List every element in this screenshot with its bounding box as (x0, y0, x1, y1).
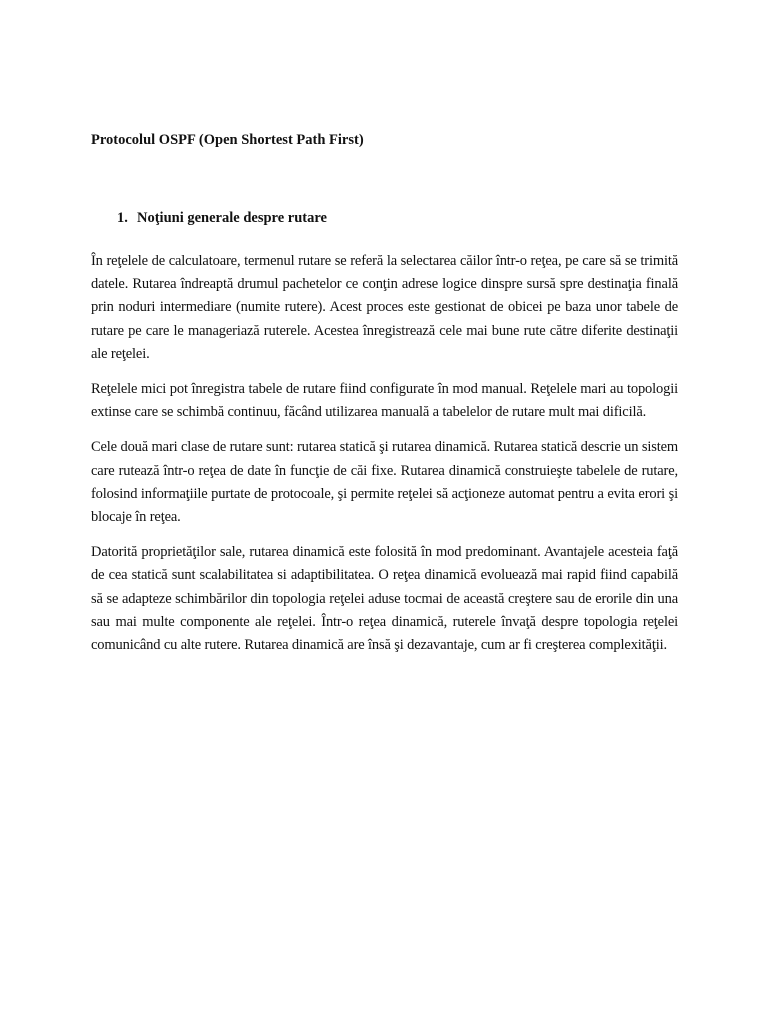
paragraph-1: În reţelele de calculatoare, termenul rutare se referă la selectarea căilor într-o reţea, pe care să se trimită datele. Rutarea îndreaptă drumul pachetelor ce conţin adrese logice dinspre sursă spre destinaţia finală prin noduri intermediare (numite rutere). Acest proces este gestionat de obicei pe baza unor tabele de rutare pe care le manageriază ruterele. Acestea înregistrează cele mai bune rute către diferite destinaţii ale reţelei. (91, 253, 678, 362)
document-title: Protocolul OSPF (Open Shortest Path First) (91, 132, 364, 148)
document-body (91, 250, 678, 669)
paragraph-3: Cele două mari clase de rutare sunt: rutarea statică şi rutarea dinamică. Rutarea statică descrie un sistem care rutează într-o reţea de date în funcţie de căi fixe. Rutarea dinamică construieşte tabelele de rutare, folosind informaţiile purtate de protocoale, şi permite reţelei să acţioneze automat pentru a evita erori şi blocaje în reţea. (91, 439, 678, 526)
paragraph-4: Datorită proprietăţilor sale, rutarea dinamică este folosită în mod predominant. Avantajele acesteia faţă de cea statică sunt scalabilitatea si adaptibilitatea. O reţea dinamică evoluează mai rapid fiind capabilă să se adapteze schimbărilor din topologia reţelei aduse tocmai de această creştere sau de erorile din una sau mai multe componente ale reţelei. Într-o reţea dinamică, ruterele învaţă despre topologia reţelei comunicând cu alte rutere. Rutarea dinamică are însă şi dezavantaje, cum ar fi creşterea complexităţii. (91, 544, 678, 654)
paragraph-2: Reţelele mici pot înregistra tabele de rutare fiind configurate în mod manual. Reţelele mari au topologii extinse care se schimbă continuu, făcând utilizarea manuală a tabelelor de rutare mult mai dificilă. (91, 381, 678, 421)
section-number: 1. (117, 210, 128, 226)
section-heading (117, 210, 327, 227)
section-title: Noţiuni generale despre rutare (137, 210, 327, 226)
